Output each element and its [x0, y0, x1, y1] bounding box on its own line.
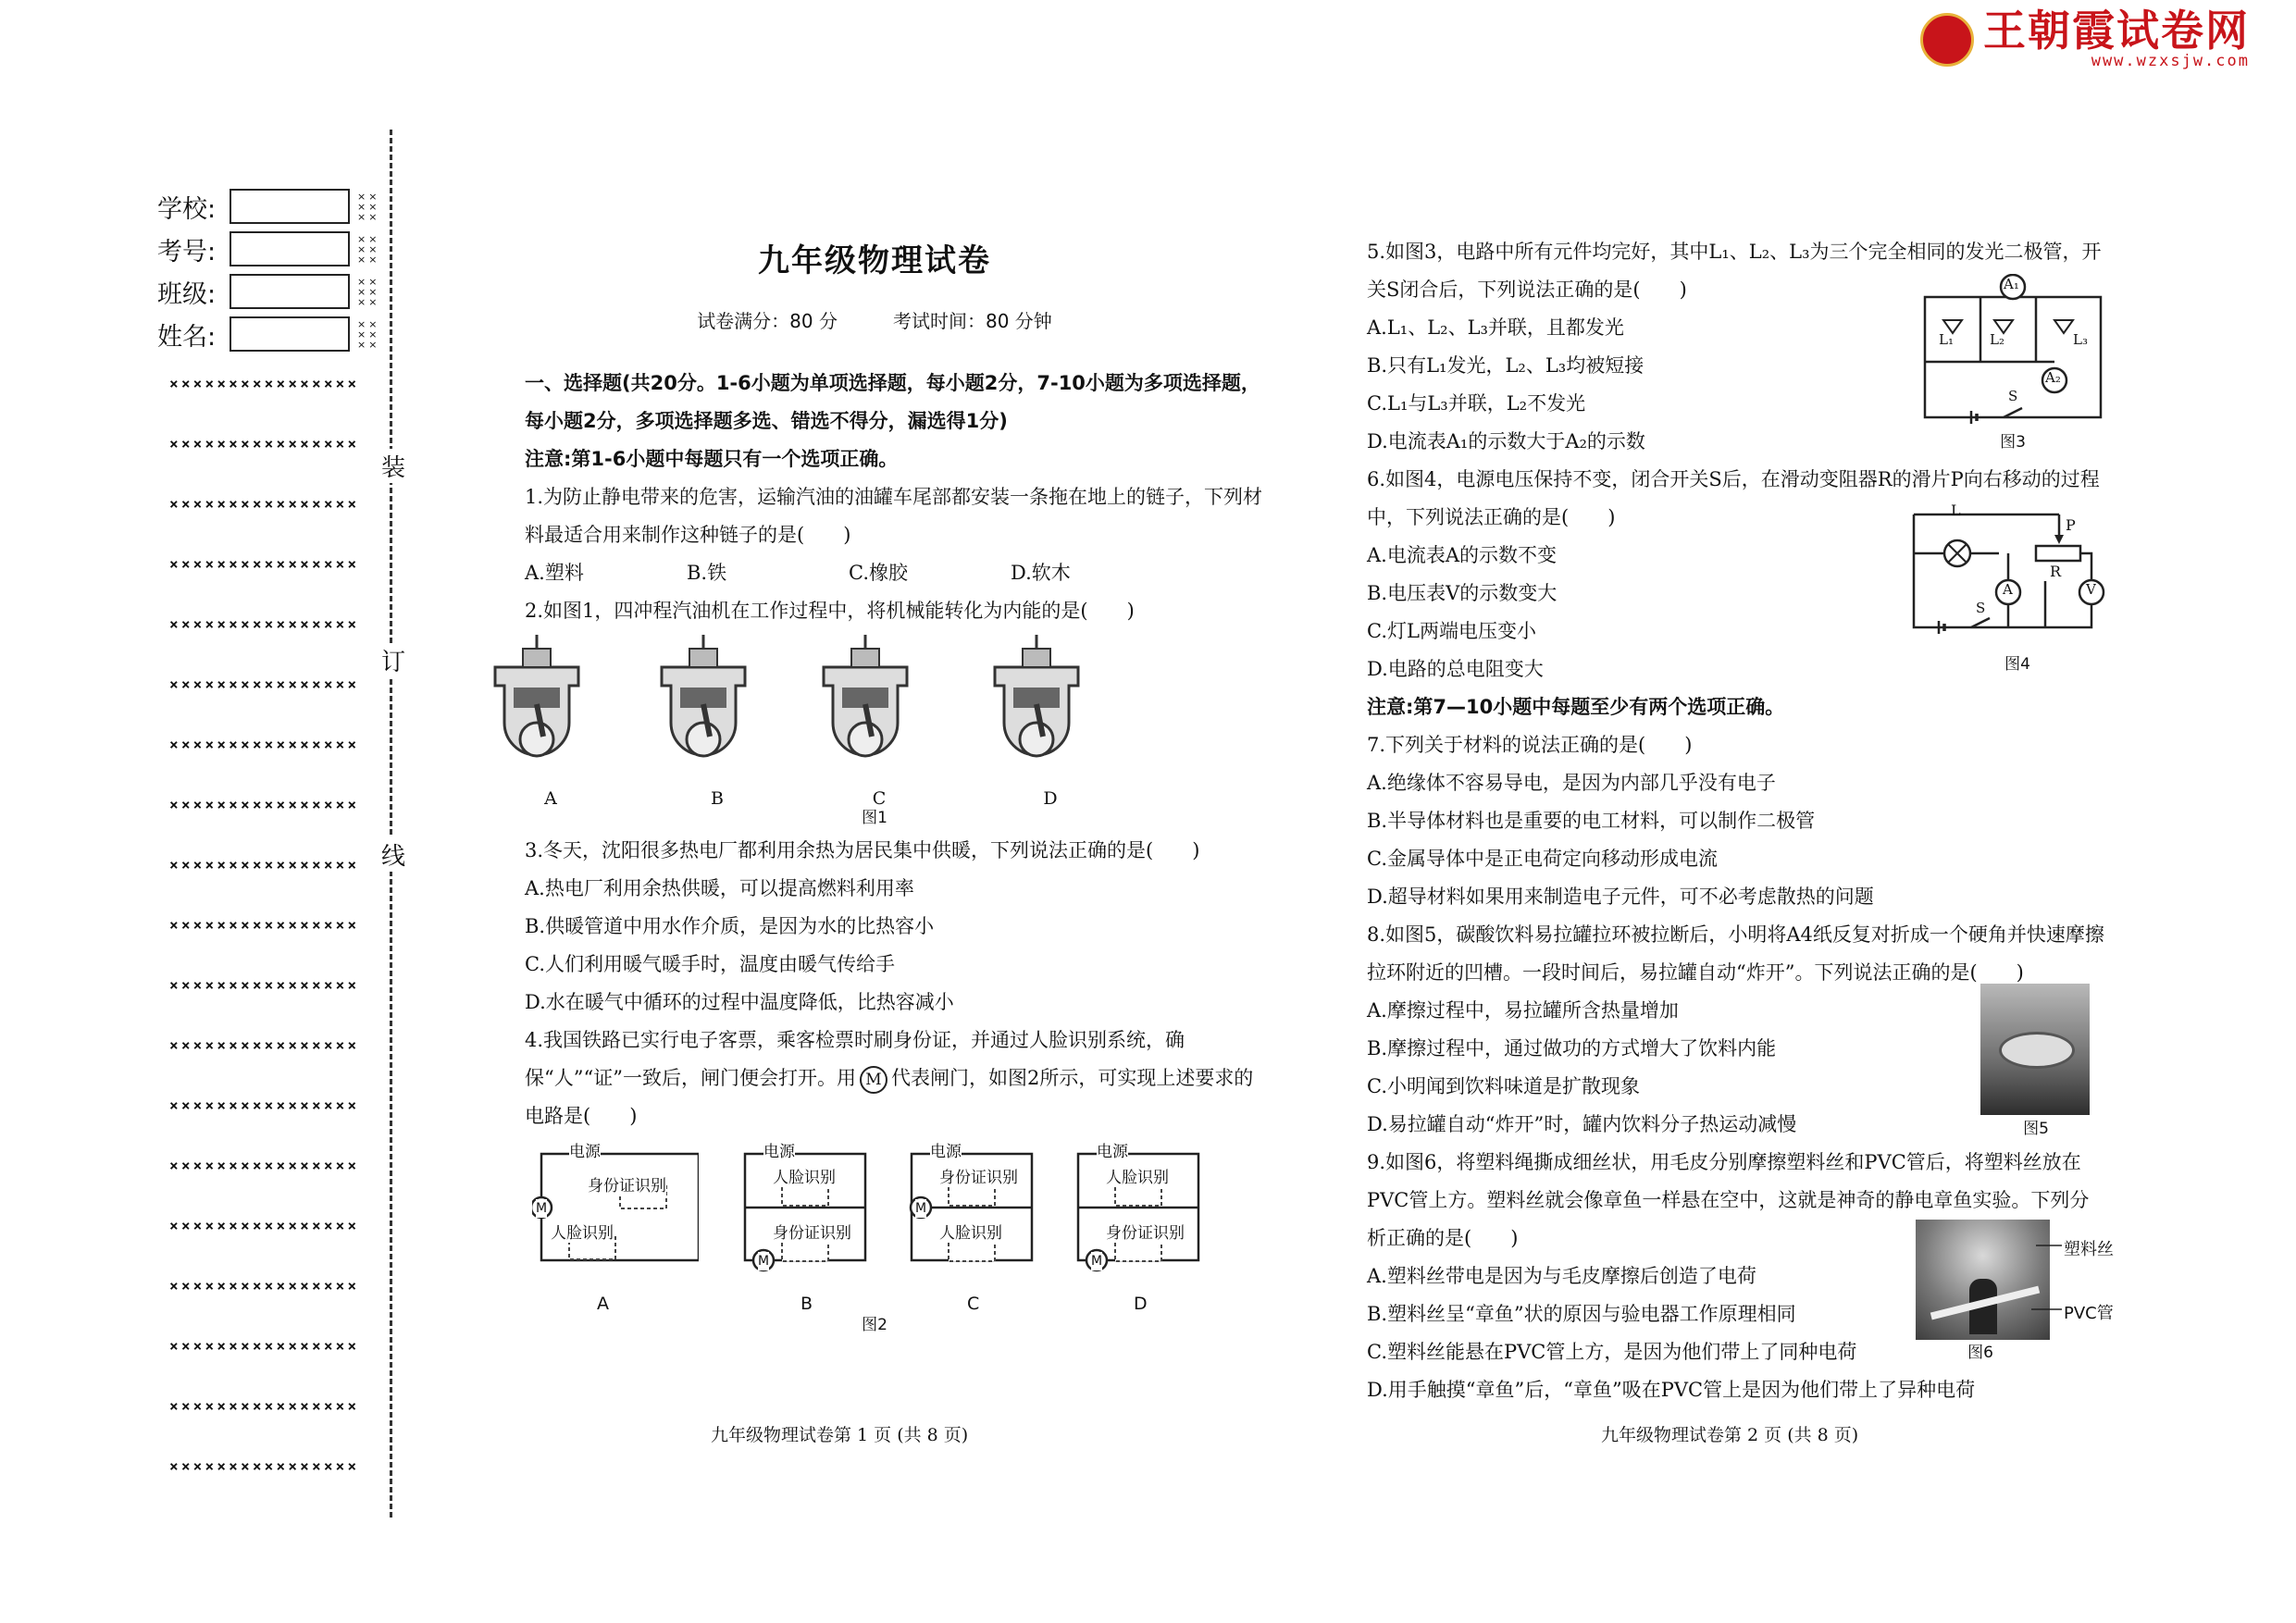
crosses: ××××××: [357, 190, 380, 223]
school-row: [157, 185, 385, 228]
option: C.金属导体中是正电荷定向移动形成电流: [1367, 848, 1718, 870]
name-row: [157, 313, 385, 355]
option: A.L₁、L₂、L₃并联，且都发光: [1367, 316, 1624, 339]
note: 注意:第1-6小题中每题只有一个选项正确。: [525, 448, 899, 470]
exam-no-field[interactable]: [230, 231, 350, 266]
motor-label: M: [758, 1254, 770, 1269]
question-4: [486, 1022, 1263, 1135]
binding-line: [390, 130, 392, 1518]
question-1: 1.为防止静电带来的危害，运输汽油的油罐车尾部都安装一条拖在地上的链子，下列材料最适合用来制作这种链子的是( ): [525, 486, 1263, 546]
q4-text: 代表闸门，如图2所示，可实现上述要求的电路是( ): [525, 1067, 1254, 1127]
q4-text: 4.我国铁路已实行电子客票，乘客检票时刷身份证，并通过人脸识别系统，确保“人”“证”一致后，闸门便会打开。用: [525, 1029, 1185, 1089]
cross-line: ××××××××××××××××: [169, 1457, 360, 1475]
cross-line: ××××××××××××××××: [169, 615, 360, 633]
soda-can-photo: [1980, 984, 2090, 1115]
s-label: S: [2008, 388, 2018, 404]
option: B.塑料丝呈“章鱼”状的原因与验电器工作原理相同: [1367, 1303, 1796, 1325]
id-label: 身份证识别: [1106, 1224, 1185, 1243]
plastic-label: 塑料丝: [2064, 1240, 2114, 1259]
id-label: 身份证识别: [588, 1177, 666, 1196]
circuit-option: [736, 1135, 902, 1320]
bind-char: 订: [381, 643, 405, 677]
seal-icon: [1920, 13, 1974, 67]
fig3-caption: 图3: [2000, 433, 2026, 452]
question-5: 5.如图3，电路中所有元件均完好，其中L₁、L₂、L₃为三个完全相同的发光二极管，开关S闭合后，下列说法正确的是( ): [1367, 241, 2102, 301]
option: B.只有L₁发光，L₂、L₃均被短接: [1367, 354, 1644, 377]
a-label: A: [2003, 581, 2013, 598]
face-label: 人脸识别: [551, 1224, 614, 1243]
note: 注意:第7—10小题中每题至少有两个选项正确。: [1367, 696, 1785, 718]
crosses: ××××××: [357, 232, 380, 266]
motor-symbol: M: [860, 1066, 887, 1094]
fig4-caption: 图4: [2004, 655, 2030, 674]
option: C.L₁与L₃并联，L₂不发光: [1367, 392, 1586, 415]
school-field[interactable]: [230, 189, 350, 224]
option: C.塑料丝能悬在PVC管上方，是因为他们带上了同种电荷: [1367, 1341, 1857, 1363]
face-label: 人脸识别: [773, 1169, 836, 1187]
option: B.半导体材料也是重要的电工材料，可以制作二极管: [1367, 810, 1816, 832]
s-label: S: [1976, 600, 1986, 616]
l2-label: L₂: [1990, 331, 2004, 348]
question-3: 3.冬天，沈阳很多热电厂都利用余热为居民集中供暖，下列说法正确的是( ): [525, 839, 1200, 861]
exam-no-row: [157, 228, 385, 270]
school-label: 学校:: [157, 194, 217, 224]
figure-4: [1906, 502, 2110, 683]
class-row: [157, 270, 385, 313]
fig-label: D: [1043, 788, 1058, 809]
option: A.塑料: [525, 562, 584, 584]
engine-icon: [495, 635, 578, 756]
q1-options: [486, 554, 1263, 592]
option: D.易拉罐自动“炸开”时，罐内饮料分子热运动减慢: [1367, 1113, 1797, 1135]
power-label: 电源: [569, 1143, 601, 1161]
cross-line: ××××××××××××××××: [169, 1036, 360, 1054]
fig-label: A: [544, 788, 557, 809]
circuit-option: [532, 1135, 699, 1320]
option-label: C: [967, 1294, 980, 1314]
option: D.电流表A₁的示数大于A₂的示数: [1367, 430, 1645, 452]
circuit-diagram: [1916, 274, 2110, 431]
crosses: ××××××: [357, 275, 380, 308]
fig1-caption: 图1: [862, 809, 887, 827]
option-label: D: [1134, 1294, 1148, 1314]
cross-line: ××××××××××××××××: [169, 1337, 360, 1355]
crosses: ××××××: [357, 317, 380, 351]
figure-1: [486, 630, 1263, 815]
option-label: B: [800, 1294, 813, 1314]
r-label: R: [2050, 563, 2062, 580]
cross-line: ××××××××××××××××: [169, 1096, 360, 1114]
option: C.小明闻到饮料味道是扩散现象: [1367, 1075, 1640, 1097]
option: D.超导材料如果用来制造电子元件，可不必考虑散热的问题: [1367, 886, 1874, 908]
option-label: A: [597, 1294, 609, 1314]
a2-label: A₂: [2045, 369, 2061, 386]
face-label: 人脸识别: [1106, 1169, 1169, 1187]
power-label: 电源: [930, 1143, 962, 1161]
cross-line: ××××××××××××××××: [169, 375, 360, 392]
cross-line: ××××××××××××××××: [169, 856, 360, 873]
class-label: 班级:: [157, 279, 217, 309]
option: B.摩擦过程中，通过做功的方式增大了饮料内能: [1367, 1037, 1777, 1059]
option: D.水在暖气中循环的过程中温度降低，比热容减小: [525, 991, 954, 1013]
option: C.人们利用暖气暖手时，温度由暖气传给手: [525, 953, 895, 975]
cross-line: ××××××××××××××××: [169, 1157, 360, 1174]
option: B.供暖管道中用水作介质，是因为水的比热容小: [525, 915, 935, 937]
page-1: [486, 242, 1263, 1337]
fig2-caption: 图2: [862, 1316, 887, 1334]
option: B.电压表V的示数变大: [1367, 582, 1558, 604]
option: A.电流表A的示数不变: [1367, 544, 1558, 566]
student-info: [157, 185, 385, 355]
cross-line: ××××××××××××××××: [169, 1217, 360, 1234]
circuit-option: [1069, 1135, 1235, 1320]
circuit-wiring: [532, 1135, 699, 1274]
motor-label: M: [1091, 1254, 1103, 1269]
v-label: V: [2086, 581, 2096, 598]
cross-line: ××××××××××××××××: [169, 1277, 360, 1295]
cross-line: ××××××××××××××××: [169, 495, 360, 513]
exam-no-label: 考号:: [157, 237, 217, 266]
question-8: 8.如图5，碳酸饮料易拉罐拉环被拉断后，小明将A4纸反复对折成一个硬角并快速摩擦拉环附近的凹槽。一段时间后，易拉罐自动“炸开”。下列说法正确的是( ): [1367, 923, 2104, 984]
id-label: 身份证识别: [939, 1169, 1018, 1187]
figure-2: [486, 1135, 1263, 1320]
cross-line: ××××××××××××××××: [169, 1397, 360, 1415]
l3-label: L₃: [2073, 331, 2088, 348]
cross-line: ××××××××××××××××: [169, 916, 360, 934]
question-9: 9.如图6，将塑料绳撕成细丝状，用毛皮分别摩擦塑料丝和PVC管后，将塑料丝放在PVC管上方。塑料丝就会像章鱼一样悬在空中，这就是神奇的静电章鱼实验。下列分析正确的是( ): [1367, 1151, 2090, 1249]
fig-label: B: [711, 788, 724, 809]
option: A.摩擦过程中，易拉罐所含热量增加: [1367, 999, 1679, 1022]
name-field[interactable]: [230, 316, 350, 352]
engine-diagrams: [486, 630, 1263, 787]
option: C.灯L两端电压变小: [1367, 620, 1536, 642]
cross-line: ××××××××××××××××: [169, 736, 360, 753]
option: D.软木: [1011, 562, 1071, 584]
option: D.电路的总电阻变大: [1367, 658, 1544, 680]
motor-label: M: [915, 1201, 927, 1216]
option: A.热电厂利用余热供暖，可以提高燃料利用率: [525, 877, 914, 899]
fig5-caption: 图5: [2023, 1120, 2049, 1138]
power-label: 电源: [763, 1143, 795, 1161]
circuit-wiring: [902, 1135, 1069, 1274]
option: A.绝缘体不容易导电，是因为内部几乎没有电子: [1367, 772, 1776, 794]
motor-label: M: [536, 1201, 548, 1216]
cross-line: ××××××××××××××××: [169, 976, 360, 994]
fig6-caption: 图6: [1967, 1344, 1993, 1362]
exam-title: 九年级物理试卷: [758, 242, 991, 279]
logo-url: www.wzxsjw.com: [2091, 52, 2250, 70]
exam-subtitle: 试卷满分：80 分 考试时间：80 分钟: [697, 310, 1052, 332]
question-2: 2.如图1，四冲程汽油机在工作过程中，将机械能转化为内能的是( ): [525, 600, 1135, 622]
cross-line: ××××××××××××××××: [169, 435, 360, 452]
bind-char: 线: [381, 837, 405, 872]
p-label: P: [2066, 516, 2076, 534]
section-header: 一、选择题(共20分。1-6小题为单项选择题，每小题2分，7-10小题为多项选择题，每小题2分，多项选择题多选、错选不得分，漏选得1分): [525, 372, 1260, 432]
face-label: 人脸识别: [939, 1224, 1002, 1243]
cross-line: ××××××××××××××××: [169, 555, 360, 573]
option: A.塑料丝带电是因为与毛皮摩擦后创造了电荷: [1367, 1265, 1756, 1287]
pvc-label: PVC管: [2064, 1304, 2114, 1323]
logo-name: 王朝霞试卷网: [1983, 6, 2250, 56]
cross-line: ××××××××××××××××: [169, 675, 360, 693]
cross-line: ××××××××××××××××: [169, 796, 360, 813]
figure-3: [1916, 274, 2110, 459]
pointer-lines: [2027, 1231, 2064, 1323]
a1-label: A₁: [2004, 276, 2019, 292]
question-6: 6.如图4，电源电压保持不变，闭合开关S后，在滑动变阻器R的滑片P向右移动的过程中，下列说法正确的是( ): [1367, 468, 2100, 528]
power-label: 电源: [1097, 1143, 1128, 1161]
option: B.铁: [687, 562, 727, 584]
site-logo: [1920, 6, 2250, 70]
id-label: 身份证识别: [773, 1224, 851, 1243]
fig-label: C: [872, 788, 887, 809]
circuit-option: [902, 1135, 1069, 1320]
footer-left: 九年级物理试卷第 1 页 (共 8 页): [711, 1425, 969, 1445]
option: C.橡胶: [849, 562, 908, 584]
option: D.用手触摸“章鱼”后，“章鱼”吸在PVC管上是因为他们带上了异种电荷: [1367, 1379, 1976, 1401]
name-label: 姓名:: [157, 322, 217, 352]
l1-label: L₁: [1939, 331, 1954, 348]
footer-right: 九年级物理试卷第 2 页 (共 8 页): [1601, 1425, 1859, 1445]
bind-char: 装: [381, 449, 405, 483]
question-7: 7.下列关于材料的说法正确的是( ): [1367, 734, 1693, 756]
l-label: L: [1951, 502, 1961, 519]
class-field[interactable]: [230, 274, 350, 309]
